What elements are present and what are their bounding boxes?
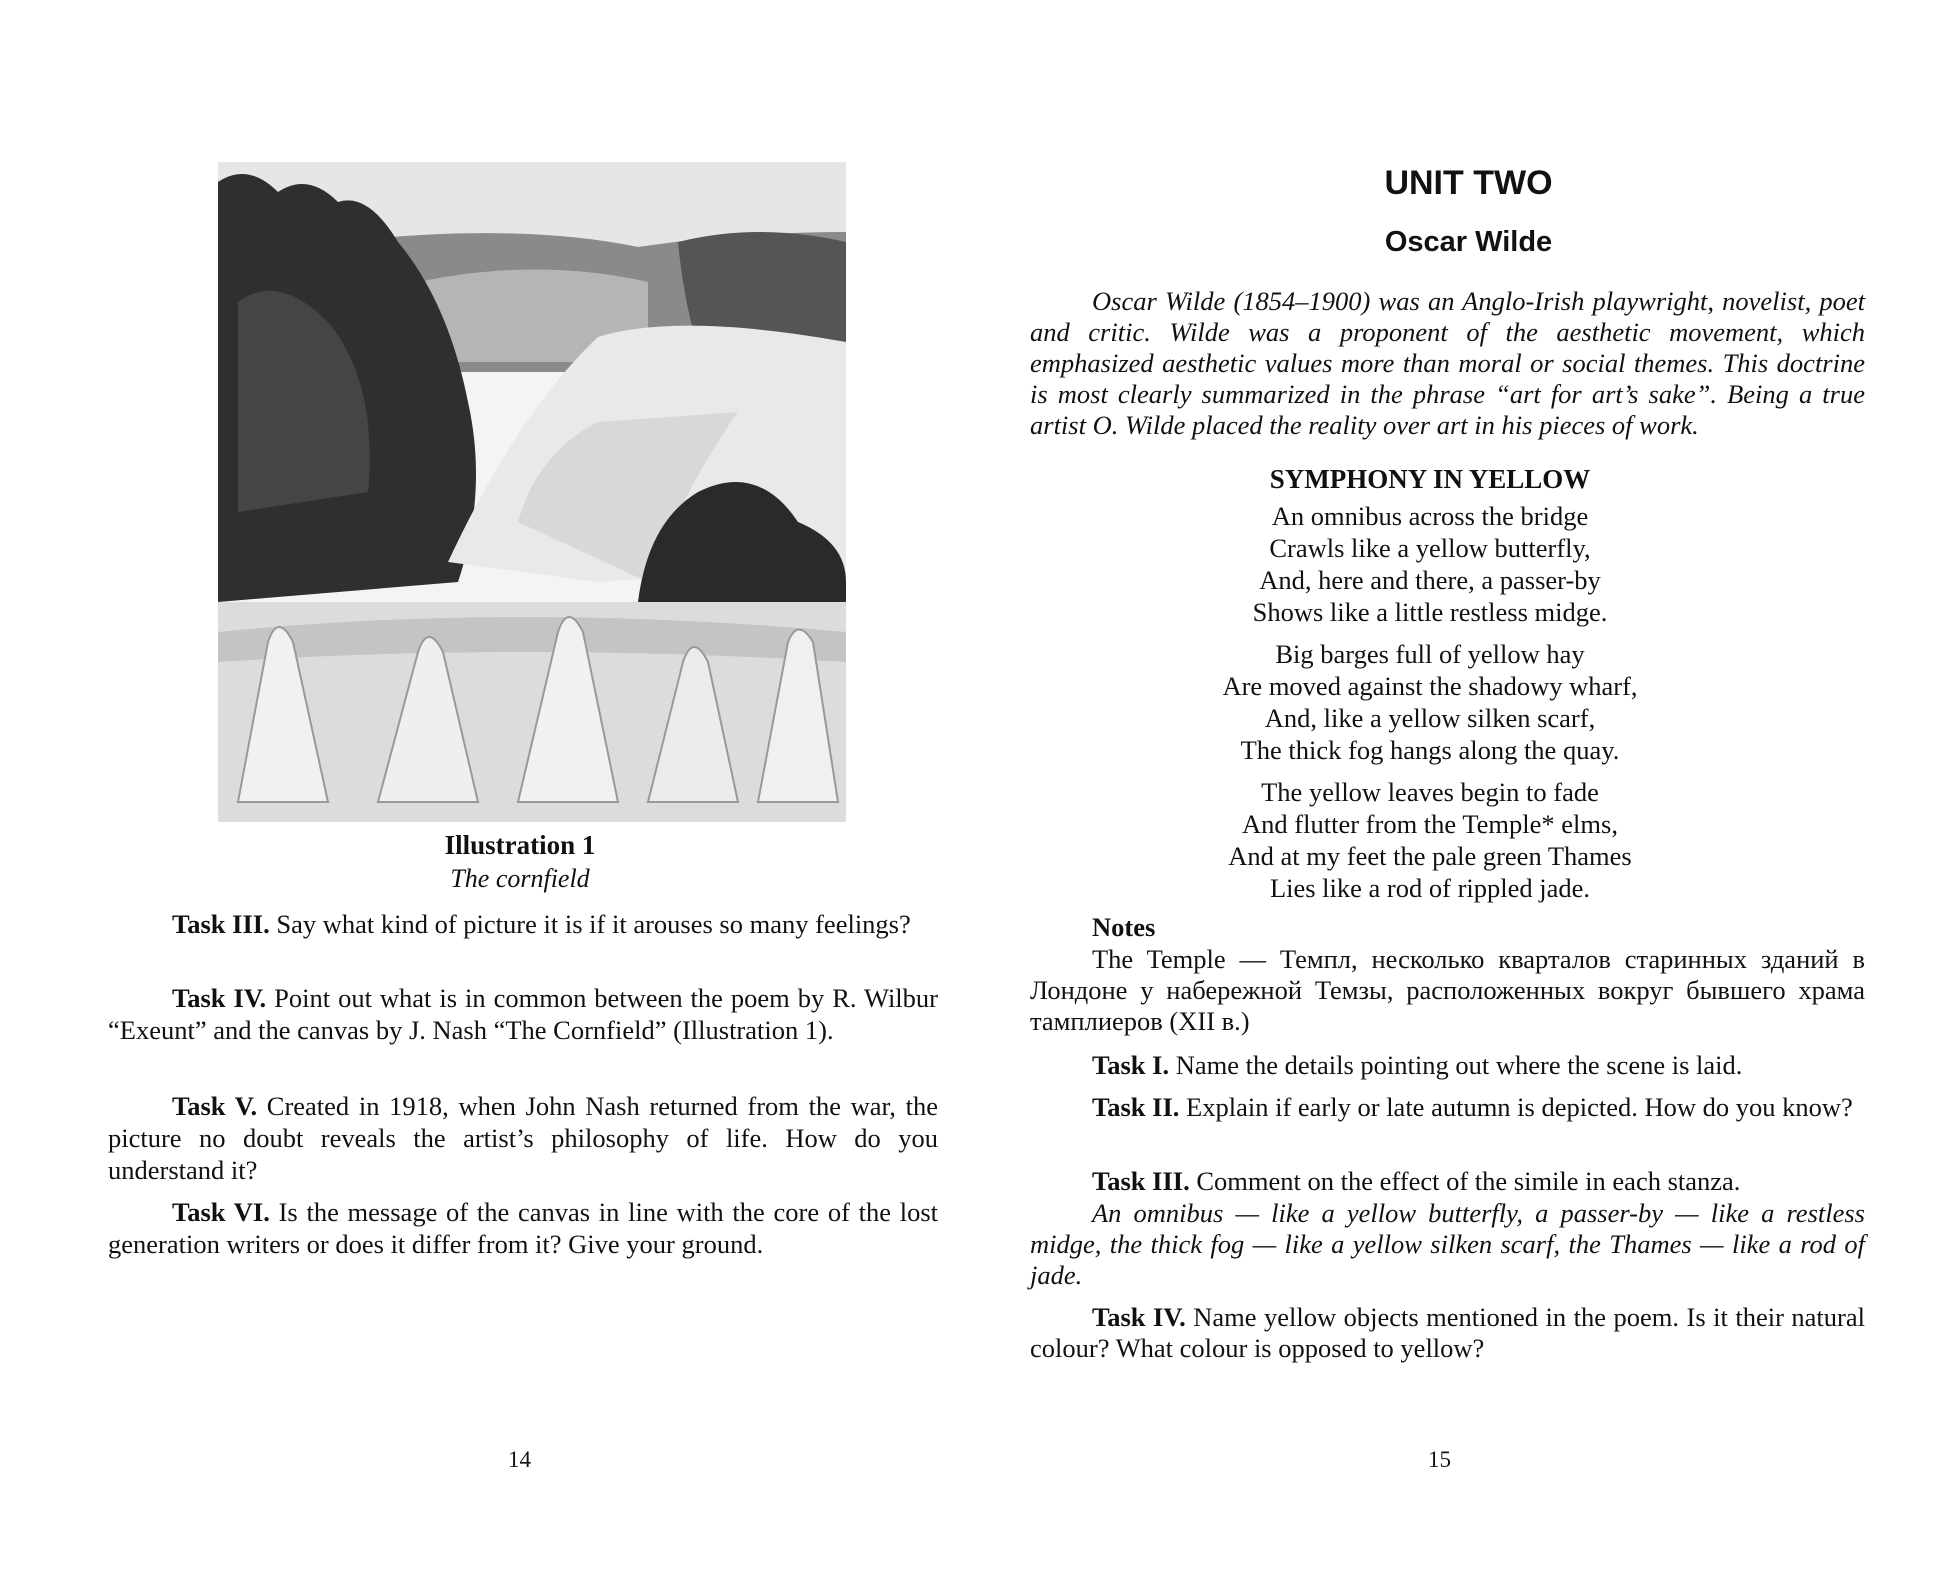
right-page — [980, 0, 1957, 1583]
task-label: Task VI. — [172, 1197, 270, 1227]
task-label: Task III. — [1092, 1166, 1190, 1196]
task-text: Name the details pointing out where the scene is laid. — [1169, 1050, 1743, 1080]
task-text: Comment on the effect of the simile in each stanza. — [1189, 1166, 1741, 1196]
unit-title: UNIT TWO — [1384, 164, 1553, 202]
poem-line: Are moved against the shadowy wharf, — [1222, 671, 1638, 701]
poem-line: And at my feet the pale green Thames — [1228, 841, 1632, 871]
task-text: Say what kind of picture it is if it arouses so many feelings? — [269, 909, 911, 939]
task-label: Task I. — [1092, 1050, 1170, 1080]
poem-line: An omnibus across the bridge — [1271, 501, 1589, 531]
simile-examples: An omnibus — like a yellow butterfly, a passer-by — like a restless midge, the thick fog — like a yellow silken scarf, the Thames — like a rod of jade. — [1030, 1198, 1865, 1290]
poem-line: The yellow leaves begin to fade — [1261, 777, 1599, 807]
task-text: Is the message of the canvas in line with the core of the lost generation writers or does it differ from it? Give your ground. — [108, 1197, 939, 1259]
poem-stanza-2 — [980, 638, 1880, 766]
right-task-1 — [1030, 1050, 1865, 1081]
task-label: Task IV. — [172, 983, 267, 1013]
page-number-right: 15 — [1428, 1447, 1451, 1472]
poem-stanza-3 — [980, 776, 1880, 904]
poem-line: The thick fog hangs along the quay. — [1240, 735, 1620, 765]
task-text: Explain if early or late autumn is depicted. How do you know? — [1179, 1092, 1853, 1122]
right-task-3 — [1030, 1166, 1865, 1197]
illustration-title: Illustration 1 — [444, 830, 596, 860]
task-label: Task II. — [1092, 1092, 1180, 1122]
poem-line: Big barges full of yellow hay — [1275, 639, 1585, 669]
poem-line: Lies like a rod of rippled jade. — [1269, 873, 1591, 903]
page-number-left: 14 — [508, 1447, 531, 1472]
left-task-4 — [108, 982, 938, 1046]
task-label: Task IV. — [1092, 1302, 1186, 1332]
task-label: Task V. — [172, 1091, 258, 1121]
notes-text: The Temple — Темпл, несколько кварталов старинных зданий в Лондоне у набережной Темзы, расположенных вокруг бывшего храма тамплиеров (XII в.) — [1030, 944, 1865, 1036]
poem-line: Shows like a little restless midge. — [1252, 597, 1608, 627]
task-text: Name yellow objects mentioned in the poem. Is it their natural colour? What colour is opposed to yellow? — [1030, 1302, 1865, 1363]
poem-title: SYMPHONY IN YELLOW — [1269, 464, 1591, 494]
task-label: Task III. — [172, 909, 270, 939]
notes-heading: Notes — [1092, 912, 1156, 942]
author-title: Oscar Wilde — [1384, 226, 1553, 258]
poem-stanza-1 — [980, 500, 1880, 628]
left-task-6 — [108, 1196, 938, 1260]
poem-line: Crawls like a yellow butterfly, — [1269, 533, 1591, 563]
task-text: Created in 1918, when John Nash returned from the war, the picture no doubt reveals the artist’s philosophy of life. How do you understand it? — [108, 1091, 938, 1185]
task-text: Point out what is in common between the poem by R. Wilbur “Exeunt” and the canvas by J. Nash “The Cornfield” (Illustration 1). — [108, 983, 938, 1045]
right-task-2 — [1030, 1092, 1865, 1123]
illustration-subtitle: The cornfield — [450, 864, 590, 893]
poem-line: And flutter from the Temple* elms, — [1242, 809, 1618, 839]
right-task-4 — [1030, 1302, 1865, 1364]
left-task-3 — [108, 908, 938, 940]
author-intro: Oscar Wilde (1854–1900) was an Anglo-Irish playwright, novelist, poet and critic. Wilde was a proponent of the aesthetic movement, which emphasized aesthetic values more than moral or social themes. This doctrine is most clearly summarized in the phrase “art for art’s sake”. Being a true artist O. Wilde placed the reality over art in his pieces of work. — [1030, 286, 1865, 440]
cornfield-painting-image — [218, 162, 846, 822]
poem-line: And, like a yellow silken scarf, — [1264, 703, 1596, 733]
cornfield-illustration — [218, 162, 846, 822]
poem-line: And, here and there, a passer-by — [1259, 565, 1601, 595]
left-task-5 — [108, 1090, 938, 1186]
